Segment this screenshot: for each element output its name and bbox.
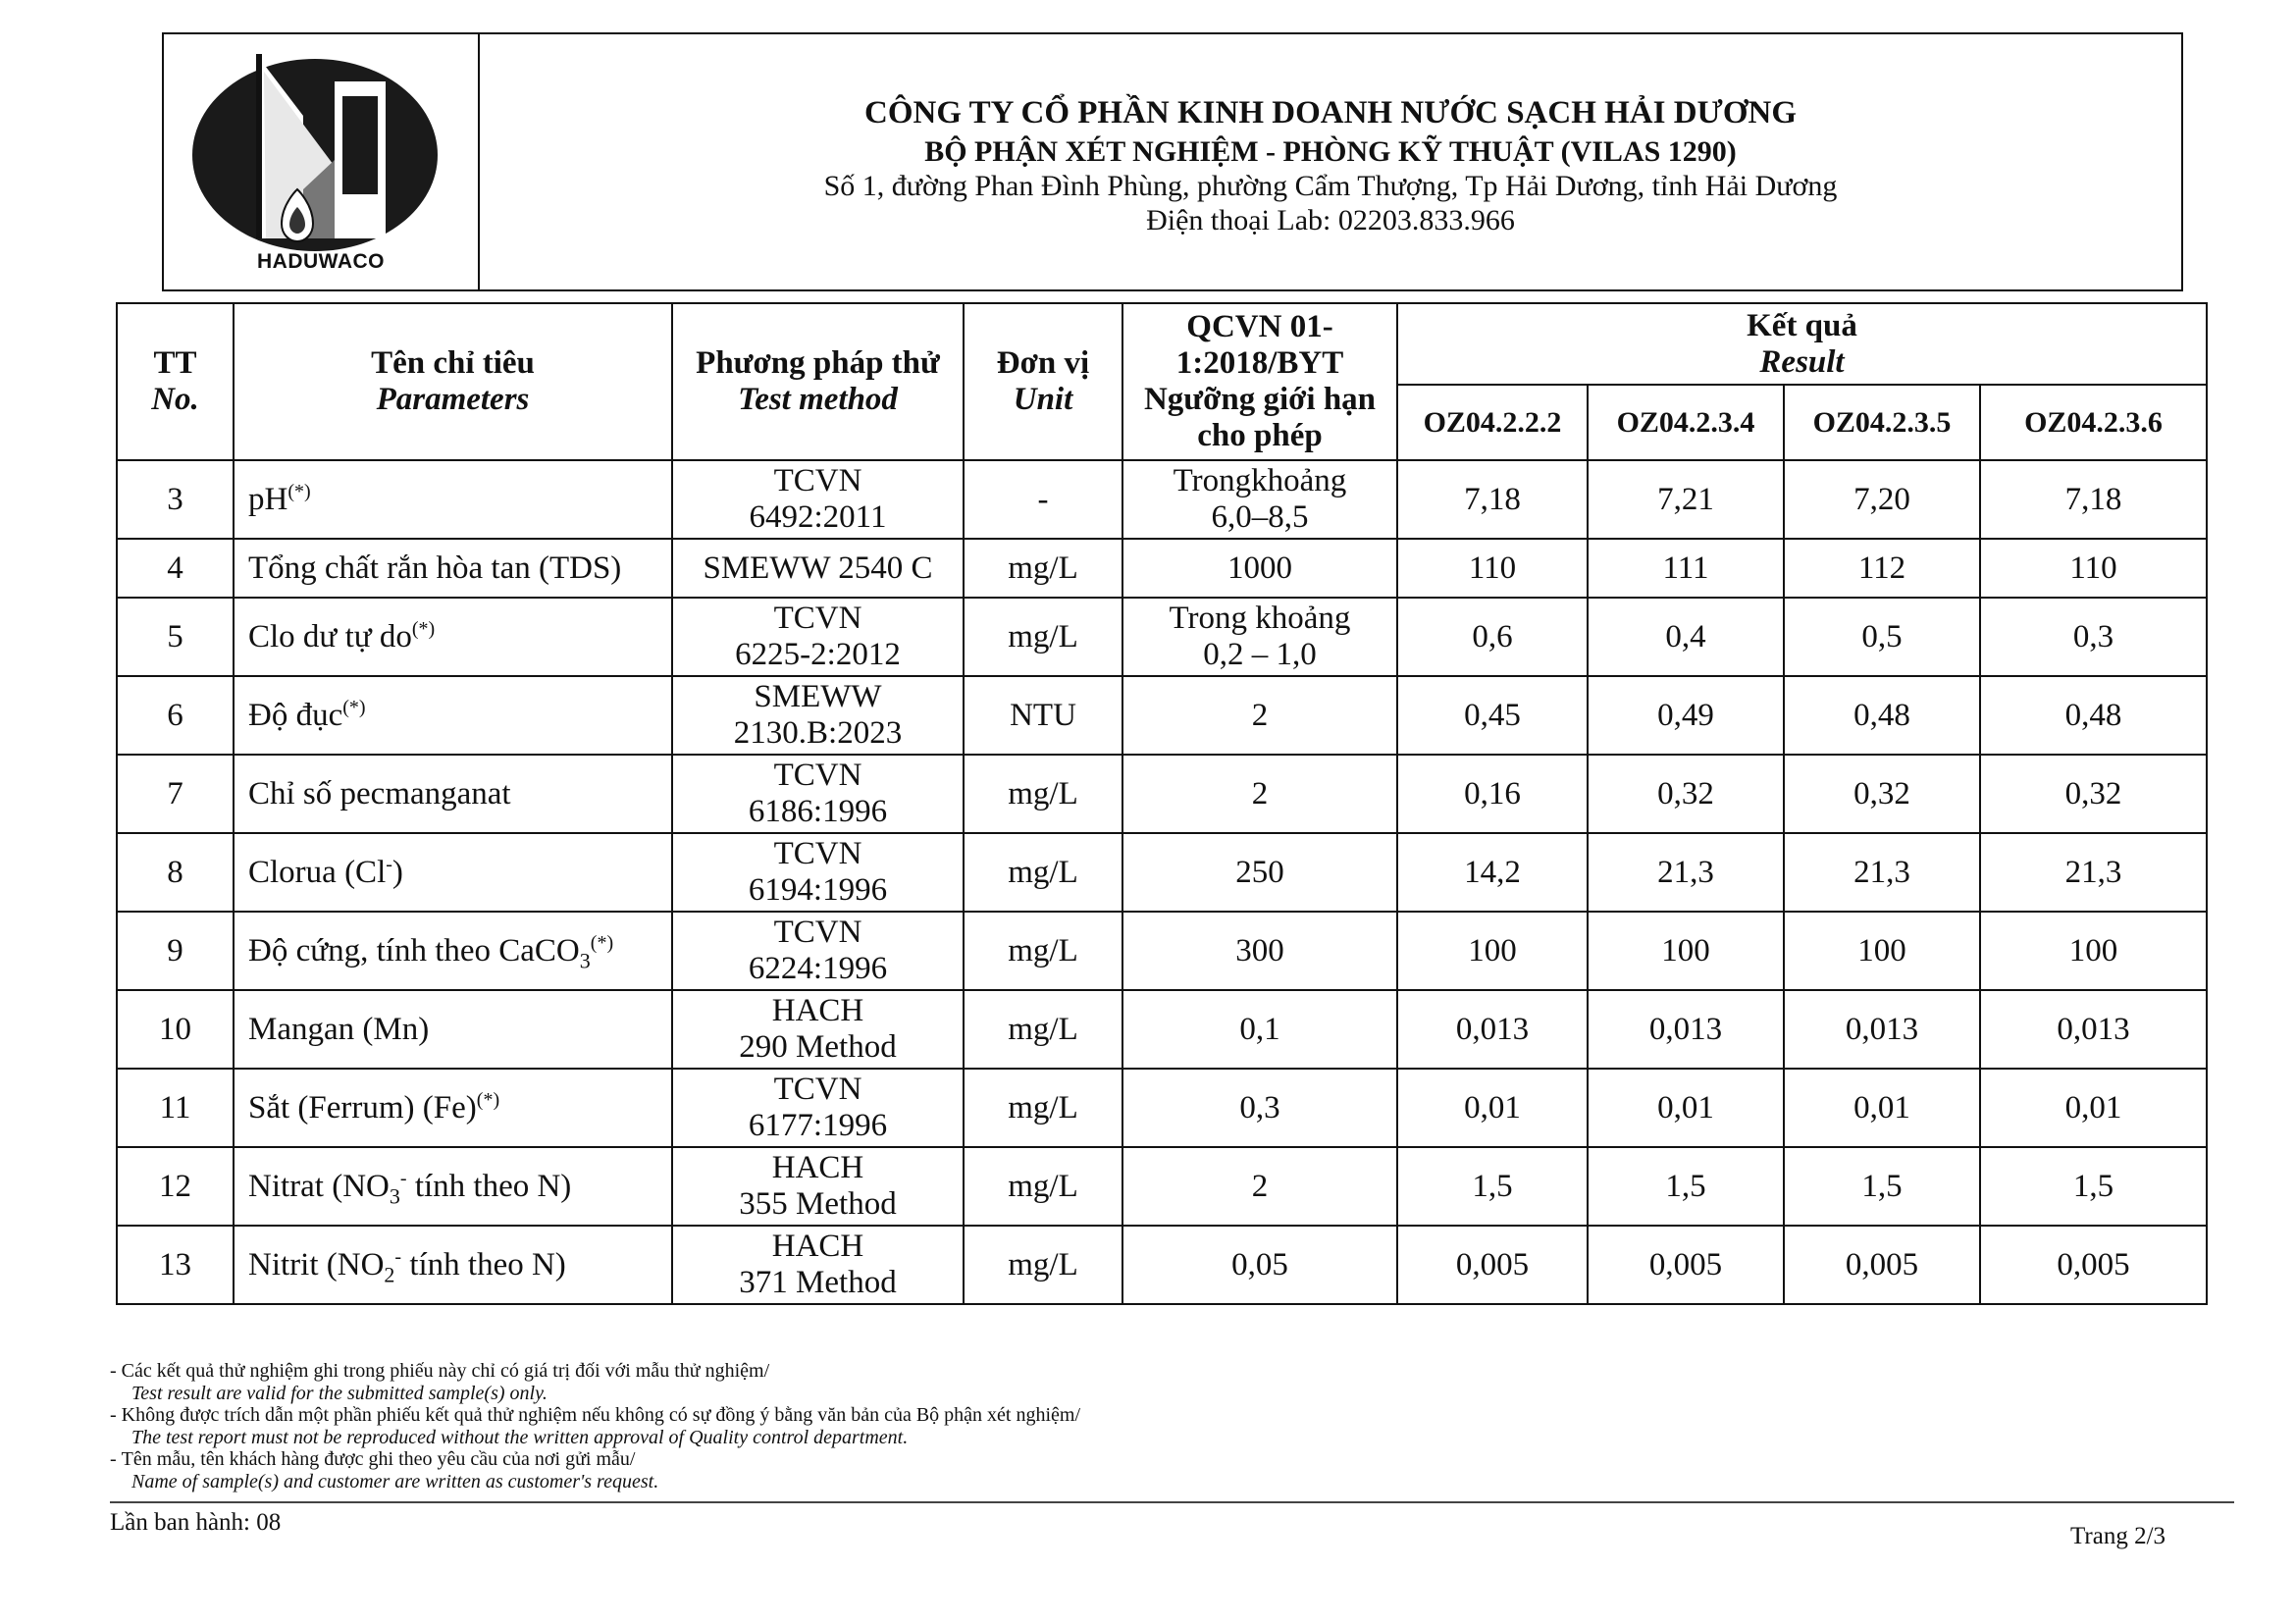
col-header-no (117, 303, 234, 460)
result-cell (1980, 912, 2207, 990)
results-table (116, 302, 2208, 1305)
parameter-name (234, 676, 672, 755)
row-number-text: 10 (159, 1011, 191, 1047)
test-method-line-1: HACH (771, 1150, 864, 1185)
result-cell (1588, 539, 1784, 598)
note-1-en: Test result are valid for the submitted sample(s) only. (131, 1382, 548, 1404)
parameter-text: Chỉ số pecmanganat (248, 775, 511, 812)
result-cell (1784, 990, 1980, 1069)
result-cell (1784, 833, 1980, 912)
parameter-name (234, 755, 672, 833)
result-cell (1980, 990, 2207, 1069)
row-number (117, 990, 234, 1069)
limit-line-1: 2 (1251, 1168, 1269, 1204)
result-cell (1588, 833, 1784, 912)
result-value: 21,3 (1657, 854, 1714, 890)
test-method-line-1: SMEWW (754, 679, 882, 714)
result-value: 0,01 (1657, 1089, 1714, 1126)
parameter-text: Sắt (Ferrum) (Fe) (248, 1089, 477, 1126)
parameter-superscript: (*) (411, 617, 436, 640)
haduwaco-logo (187, 42, 443, 253)
col-header-result-vn: Kết quả (1747, 307, 1857, 343)
result-value: 21,3 (1853, 854, 1910, 890)
row-number-text: 7 (167, 775, 183, 812)
result-value: 1,5 (2072, 1168, 2114, 1204)
result-cell (1980, 1147, 2207, 1226)
result-cell (1397, 1069, 1588, 1147)
parameter-name (234, 539, 672, 598)
row-number-text: 4 (167, 550, 183, 586)
result-value: 0,005 (1648, 1246, 1723, 1283)
result-cell (1784, 460, 1980, 539)
test-method-line-2: 2130.B:2023 (733, 715, 903, 751)
result-value: 0,45 (1464, 697, 1521, 733)
unit-text: mg/L (1008, 775, 1078, 812)
result-cell (1784, 598, 1980, 676)
company-name: CÔNG TY CỔ PHẦN KINH DOANH NƯỚC SẠCH HẢI DƯƠNG (864, 95, 1797, 131)
test-method-line-1: SMEWW 2540 C (703, 550, 933, 586)
parameter-text: Nitrit (NO (248, 1246, 385, 1283)
row-number-text: 11 (159, 1089, 191, 1126)
result-cell (1588, 990, 1784, 1069)
test-method-line-1: TCVN (773, 758, 862, 793)
parameter-name (234, 598, 672, 676)
row-number (117, 833, 234, 912)
parameter-subscript: 3 (389, 1183, 400, 1209)
test-method-line-1: HACH (771, 993, 864, 1028)
col-header-unit-vn: Đơn vị (996, 345, 1090, 381)
note-1-vn: - Các kết quả thử nghiệm ghi trong phiếu này chỉ có giá trị đối với mẫu thử nghiệm/ (110, 1360, 1582, 1383)
test-method (672, 1069, 964, 1147)
limit-value (1122, 676, 1397, 755)
row-number-text: 12 (159, 1168, 191, 1204)
parameter-text: Tổng chất rắn hòa tan (TDS) (248, 550, 622, 586)
limit-line-3: Ngưỡng giới hạn (1143, 382, 1377, 417)
result-cell (1397, 1147, 1588, 1226)
page-number: Trang 2/3 (2070, 1523, 2166, 1549)
table-row (117, 539, 2207, 598)
sample-code-3: OZ04.2.3.5 (1784, 385, 1980, 460)
unit (964, 912, 1122, 990)
result-value: 0,013 (2057, 1011, 2130, 1047)
result-value: 7,18 (1464, 481, 1521, 517)
row-number (117, 598, 234, 676)
row-number (117, 912, 234, 990)
limit-line-1: 300 (1235, 932, 1284, 969)
table-row (117, 1069, 2207, 1147)
col-header-param-vn: Tên chỉ tiêu (371, 345, 535, 381)
unit (964, 460, 1122, 539)
parameter-name (234, 912, 672, 990)
result-value: 0,16 (1464, 775, 1521, 812)
result-value: 0,013 (1845, 1011, 1919, 1047)
test-method (672, 460, 964, 539)
result-value: 0,013 (1648, 1011, 1723, 1047)
parameter-subscript: 2 (384, 1262, 395, 1287)
result-cell (1397, 676, 1588, 755)
row-number-text: 8 (167, 854, 183, 890)
result-value: 0,005 (2057, 1246, 2130, 1283)
limit-line-2: 1:2018/BYT (1175, 345, 1344, 381)
unit-text: mg/L (1008, 618, 1078, 654)
parameter-text: Nitrat (NO (248, 1168, 390, 1204)
parameter-superscript: - (394, 1245, 402, 1268)
table-row (117, 598, 2207, 676)
parameter-name (234, 1147, 672, 1226)
parameter-tail: tính theo N) (401, 1246, 566, 1283)
result-value: 7,20 (1853, 481, 1910, 517)
table-row (117, 460, 2207, 539)
row-number (117, 755, 234, 833)
row-number-text: 3 (167, 481, 183, 517)
limit-value (1122, 1147, 1397, 1226)
result-cell (1980, 676, 2207, 755)
result-cell (1980, 460, 2207, 539)
limit-value (1122, 1069, 1397, 1147)
parameter-superscript: (*) (342, 696, 366, 718)
unit-text: mg/L (1008, 854, 1078, 890)
table-row (117, 755, 2207, 833)
test-method-line-2: 6194:1996 (748, 872, 888, 908)
col-header-method-en: Test method (738, 382, 898, 417)
limit-line-1: 0,3 (1239, 1089, 1280, 1126)
table-row (117, 1226, 2207, 1304)
limit-line-2: 6,0–8,5 (1211, 499, 1309, 535)
limit-value (1122, 1226, 1397, 1304)
limit-value (1122, 912, 1397, 990)
table-row (117, 833, 2207, 912)
limit-line-1: Trongkhoảng (1173, 463, 1347, 498)
test-method (672, 990, 964, 1069)
col-header-method-vn: Phương pháp thử (696, 345, 940, 381)
result-value: 0,4 (1665, 618, 1706, 654)
test-method-line-1: HACH (771, 1229, 864, 1264)
limit-line-4: cho phép (1197, 418, 1323, 453)
row-number-text: 6 (167, 697, 183, 733)
test-method (672, 912, 964, 990)
edition-number: Lần ban hành: 08 (110, 1509, 282, 1536)
parameter-tail: tính theo N) (406, 1168, 572, 1204)
parameter-name (234, 1069, 672, 1147)
col-header-result (1397, 303, 2207, 385)
result-cell (1784, 912, 1980, 990)
test-method-line-2: 6224:1996 (748, 951, 888, 986)
table-row (117, 676, 2207, 755)
parameter-text: Độ đục (248, 697, 343, 733)
result-cell (1397, 833, 1588, 912)
limit-value (1122, 598, 1397, 676)
result-cell (1397, 539, 1588, 598)
limit-line-1: 2 (1251, 775, 1269, 812)
row-number (117, 1069, 234, 1147)
unit-text: mg/L (1008, 1089, 1078, 1126)
test-method-line-2: 6225-2:2012 (735, 637, 901, 672)
result-value: 1,5 (1665, 1168, 1706, 1204)
result-cell (1784, 1226, 1980, 1304)
result-value: 100 (1661, 932, 1710, 969)
test-method (672, 755, 964, 833)
result-value: 0,013 (1455, 1011, 1530, 1047)
table-header (117, 303, 2207, 460)
table-row (117, 1147, 2207, 1226)
test-method-line-2: 6186:1996 (748, 794, 888, 829)
unit-text: NTU (1010, 697, 1076, 733)
unit (964, 833, 1122, 912)
test-method (672, 676, 964, 755)
result-value: 21,3 (2064, 854, 2122, 890)
footer-divider (110, 1501, 2234, 1503)
table-body (117, 460, 2207, 1304)
result-cell (1588, 1069, 1784, 1147)
limit-value (1122, 755, 1397, 833)
result-cell (1588, 1226, 1784, 1304)
result-cell (1980, 1069, 2207, 1147)
logo-text: HADUWACO (257, 250, 385, 273)
results-table-wrap (116, 302, 2206, 1305)
limit-value (1122, 833, 1397, 912)
unit (964, 755, 1122, 833)
result-value: 0,3 (2072, 618, 2114, 654)
test-method-line-2: 6177:1996 (748, 1108, 888, 1143)
logo-cell (164, 34, 480, 289)
result-cell (1980, 539, 2207, 598)
organization-info (480, 34, 2181, 289)
result-value: 0,01 (1853, 1089, 1910, 1126)
test-method (672, 833, 964, 912)
col-header-param-en: Parameters (376, 382, 530, 417)
test-method-line-2: 371 Method (739, 1265, 897, 1300)
result-value: 0,48 (2064, 697, 2122, 733)
result-value: 111 (1662, 550, 1709, 586)
result-cell (1588, 460, 1784, 539)
result-value: 100 (2068, 932, 2118, 969)
result-cell (1784, 676, 1980, 755)
parameter-text: Clo dư tự do (248, 618, 412, 654)
result-value: 14,2 (1464, 854, 1521, 890)
parameter-superscript: (*) (476, 1088, 500, 1111)
parameter-text: Clorua (Cl (248, 854, 387, 890)
result-value: 0,32 (2064, 775, 2122, 812)
parameter-tail: ) (391, 854, 403, 890)
result-cell (1397, 1226, 1588, 1304)
result-value: 1,5 (1472, 1168, 1513, 1204)
parameter-name (234, 460, 672, 539)
row-number-text: 9 (167, 932, 183, 969)
department-name: BỘ PHẬN XÉT NGHIỆM - PHÒNG KỸ THUẬT (VILAS 1290) (924, 135, 1737, 168)
result-cell (1980, 1226, 2207, 1304)
test-method-line-1: TCVN (773, 463, 862, 498)
result-cell (1397, 990, 1588, 1069)
letterhead (162, 32, 2183, 291)
result-value: 0,005 (1845, 1246, 1919, 1283)
result-value: 0,005 (1455, 1246, 1530, 1283)
result-value: 7,18 (2064, 481, 2122, 517)
unit-text: mg/L (1008, 550, 1078, 586)
row-number (117, 539, 234, 598)
limit-value (1122, 539, 1397, 598)
unit (964, 676, 1122, 755)
col-header-result-en: Result (1759, 343, 1845, 380)
unit (964, 598, 1122, 676)
test-method-line-1: TCVN (773, 915, 862, 950)
result-value: 0,32 (1853, 775, 1910, 812)
result-value: 0,5 (1861, 618, 1903, 654)
unit-text: mg/L (1008, 1168, 1078, 1204)
limit-line-1: Trong khoảng (1169, 601, 1351, 636)
limit-line-1: 1000 (1227, 550, 1292, 586)
test-method-line-1: TCVN (773, 1072, 862, 1107)
col-header-no-en: No. (151, 382, 199, 417)
test-method-line-1: TCVN (773, 836, 862, 871)
address: Số 1, đường Phan Đình Phùng, phường Cẩm Thượng, Tp Hải Dương, tỉnh Hải Dương (823, 170, 1838, 202)
test-method (672, 1226, 964, 1304)
result-cell (1397, 755, 1588, 833)
result-value: 0,49 (1657, 697, 1714, 733)
result-value: 110 (2069, 550, 2117, 586)
col-header-param (234, 303, 672, 460)
test-method (672, 598, 964, 676)
result-value: 112 (1857, 550, 1906, 586)
result-value: 0,01 (2064, 1089, 2122, 1126)
limit-line-2: 0,2 – 1,0 (1203, 637, 1317, 672)
test-method-line-2: 290 Method (739, 1029, 897, 1065)
result-cell (1784, 1147, 1980, 1226)
unit-text: mg/L (1008, 1011, 1078, 1047)
result-value: 110 (1468, 550, 1517, 586)
test-method (672, 1147, 964, 1226)
notes (110, 1360, 1582, 1492)
sample-code-1: OZ04.2.2.2 (1397, 385, 1588, 460)
result-cell (1980, 755, 2207, 833)
row-number-text: 13 (159, 1246, 191, 1283)
result-cell (1588, 1147, 1784, 1226)
unit (964, 539, 1122, 598)
row-number-text: 5 (167, 618, 183, 654)
result-value: 100 (1857, 932, 1906, 969)
parameter-text: pH (248, 481, 288, 517)
parameter-superscript: - (386, 853, 392, 875)
limit-line-1: 2 (1251, 697, 1269, 733)
result-value: 100 (1468, 932, 1517, 969)
row-number (117, 460, 234, 539)
note-3-en: Name of sample(s) and customer are written as customer's request. (131, 1470, 659, 1492)
unit (964, 1069, 1122, 1147)
sample-code-4: OZ04.2.3.6 (1980, 385, 2207, 460)
table-row (117, 990, 2207, 1069)
col-header-limit (1122, 303, 1397, 460)
col-header-no-vn: TT (153, 345, 197, 381)
note-2-vn: - Không được trích dẫn một phần phiếu kết quả thử nghiệm nếu không có sự đồng ý bằng văn bản của Bộ phận xét nghiệm/ (110, 1404, 1582, 1427)
result-cell (1397, 912, 1588, 990)
result-cell (1397, 598, 1588, 676)
table-row (117, 912, 2207, 990)
limit-line-1: 0,1 (1239, 1011, 1280, 1047)
parameter-text: Mangan (Mn) (248, 1011, 430, 1047)
result-cell (1784, 1069, 1980, 1147)
parameter-superscript: (*) (590, 931, 614, 954)
result-value: 0,48 (1853, 697, 1910, 733)
limit-line-1: 0,05 (1231, 1246, 1288, 1283)
unit (964, 1226, 1122, 1304)
result-cell (1980, 833, 2207, 912)
row-number (117, 1226, 234, 1304)
col-header-unit (964, 303, 1122, 460)
parameter-superscript: (*) (287, 480, 311, 502)
unit (964, 990, 1122, 1069)
result-value: 0,6 (1472, 618, 1513, 654)
col-header-method (672, 303, 964, 460)
parameter-subscript: 3 (579, 948, 591, 973)
row-number (117, 676, 234, 755)
result-cell (1784, 755, 1980, 833)
parameter-name (234, 1226, 672, 1304)
sample-code-2: OZ04.2.3.4 (1588, 385, 1784, 460)
limit-value (1122, 460, 1397, 539)
note-3-vn: - Tên mẫu, tên khách hàng được ghi theo yêu cầu của nơi gửi mẫu/ (110, 1448, 1582, 1471)
result-value: 0,32 (1657, 775, 1714, 812)
unit-text: mg/L (1008, 932, 1078, 969)
col-header-unit-en: Unit (1013, 382, 1073, 417)
test-method-line-2: 6492:2011 (749, 499, 887, 535)
test-method-line-2: 355 Method (739, 1186, 897, 1222)
result-cell (1397, 460, 1588, 539)
result-cell (1980, 598, 2207, 676)
result-value: 0,01 (1464, 1089, 1521, 1126)
result-cell (1588, 912, 1784, 990)
result-cell (1588, 598, 1784, 676)
test-method-line-1: TCVN (773, 601, 862, 636)
test-method (672, 539, 964, 598)
parameter-text: Độ cứng, tính theo CaCO (248, 932, 580, 969)
unit-text: - (1037, 481, 1049, 517)
parameter-superscript: - (399, 1167, 407, 1189)
parameter-name (234, 990, 672, 1069)
limit-value (1122, 990, 1397, 1069)
limit-line-1: QCVN 01- (1186, 309, 1333, 344)
note-2-en: The test report must not be reproduced without the written approval of Quality control department. (131, 1426, 909, 1448)
unit (964, 1147, 1122, 1226)
row-number (117, 1147, 234, 1226)
limit-line-1: 250 (1235, 854, 1284, 890)
parameter-name (234, 833, 672, 912)
lab-phone: Điện thoại Lab: 02203.833.966 (1146, 204, 1515, 236)
result-cell (1588, 755, 1784, 833)
unit-text: mg/L (1008, 1246, 1078, 1283)
result-cell (1784, 539, 1980, 598)
result-value: 7,21 (1657, 481, 1714, 517)
result-cell (1588, 676, 1784, 755)
result-value: 1,5 (1861, 1168, 1903, 1204)
